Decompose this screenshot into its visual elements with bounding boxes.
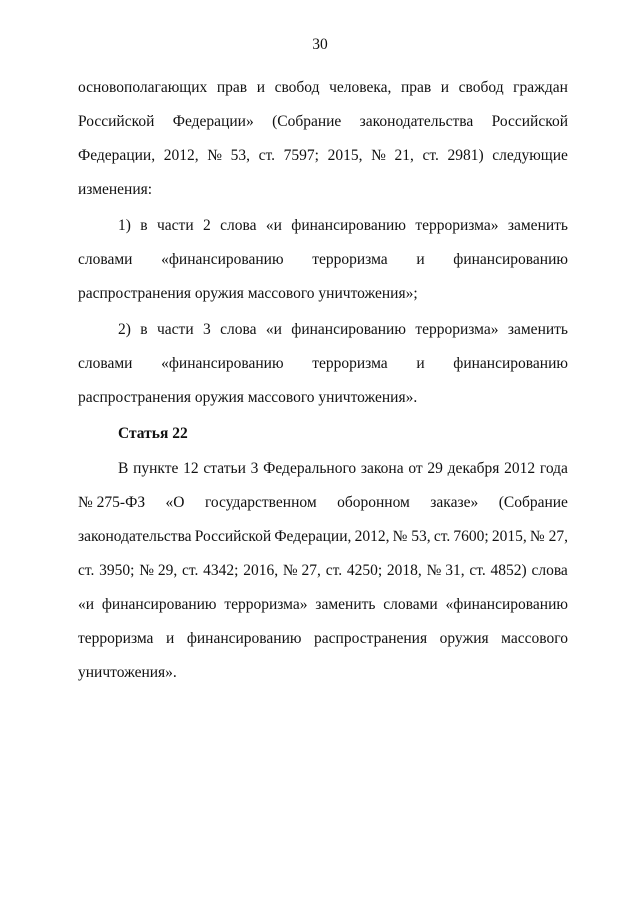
word: № [207, 147, 222, 164]
word: 4342; [203, 562, 239, 579]
word: финансированию [291, 321, 406, 338]
article-body-line [118, 459, 568, 479]
word: человека, [329, 79, 392, 96]
word: «и [265, 321, 282, 338]
word: (Собрание [272, 113, 342, 130]
word: государственном [204, 494, 317, 511]
word: 4852) [490, 562, 527, 579]
block1-line [78, 112, 568, 132]
word: и [440, 79, 450, 96]
page-number: 30 [312, 36, 328, 53]
word: 3 [250, 460, 259, 477]
word: декабря [447, 460, 500, 477]
word: Федерации, [78, 147, 156, 164]
item2-line [118, 320, 568, 340]
word: слова [531, 562, 568, 579]
word: 1) [118, 217, 131, 234]
word: заменить [315, 596, 376, 613]
item2-line: распространения оружия массового уничтожения». [78, 389, 418, 406]
article-body-line [78, 527, 568, 547]
word: в [140, 321, 148, 338]
word: ст. [422, 147, 439, 164]
word: Российской [491, 113, 568, 130]
word: 12 [183, 460, 199, 477]
word: 53, [230, 147, 250, 164]
word: 2981) [447, 147, 484, 164]
word: оружия [439, 630, 489, 647]
word: ст. [469, 562, 486, 579]
word: от [408, 460, 423, 477]
word: словами [78, 355, 133, 372]
word: части [157, 217, 194, 234]
word: финансированию [101, 596, 217, 613]
word: 2012, [163, 147, 199, 164]
word: пункте [133, 460, 179, 477]
word: Российской [194, 528, 272, 545]
word: 7600; [453, 528, 489, 545]
word: «и [78, 596, 95, 613]
word: заменить [507, 217, 568, 234]
word: словами [383, 596, 438, 613]
block1-line: изменения: [78, 181, 153, 198]
word: 21, [394, 147, 414, 164]
item1-line [118, 216, 568, 236]
word: законодательства [78, 528, 192, 545]
word: ст. [325, 562, 343, 579]
word: закона [360, 460, 404, 477]
word: статьи [203, 460, 246, 477]
word: ст. [433, 528, 451, 545]
item1-line: распространения оружия массового уничтожения»; [78, 285, 418, 302]
word: основополагающих [78, 79, 208, 96]
word: Федерального [263, 460, 357, 477]
word: и [416, 251, 425, 268]
word: слова [220, 217, 257, 234]
word: финансированию [186, 630, 302, 647]
word: года [539, 460, 568, 477]
word: терроризма» [224, 596, 308, 613]
word: прав [400, 79, 432, 96]
word: № 31, [426, 562, 465, 579]
article-body-line [78, 595, 568, 615]
word: терроризма [312, 251, 388, 268]
article-body-line [78, 493, 568, 513]
word: терроризма [78, 630, 154, 647]
word: 4250; [346, 562, 383, 579]
word: № 27, [282, 562, 321, 579]
block1-line [78, 146, 568, 166]
word: терроризма» [415, 321, 499, 338]
word: «и [265, 217, 282, 234]
word: 2016, [243, 562, 279, 579]
word: финансированию [453, 355, 568, 372]
word: № 29, [139, 562, 178, 579]
word: в [140, 217, 148, 234]
word: следующие [492, 147, 568, 164]
item1-line [78, 250, 568, 270]
word: 2018, [386, 562, 422, 579]
word: 2012 [504, 460, 536, 477]
word: № 27, [529, 528, 568, 545]
word: терроризма [312, 355, 388, 372]
word: 3950; [99, 562, 135, 579]
word: финансированию [453, 251, 568, 268]
item2-line [78, 354, 568, 374]
word: «финансированию [161, 355, 284, 372]
word: 2012, [354, 528, 390, 545]
word: 29 [427, 460, 443, 477]
word: 2) [118, 321, 131, 338]
word: граждан [513, 79, 568, 96]
article-body-line [78, 629, 568, 649]
word: № 53, [392, 528, 431, 545]
block1-line [78, 78, 568, 98]
word: 3 [203, 321, 211, 338]
word: оборонном [337, 494, 410, 511]
word: № 275-ФЗ [78, 494, 146, 511]
article-heading: Статья 22 [118, 425, 188, 442]
word: и [165, 630, 175, 647]
word: 2 [203, 217, 211, 234]
word: ст. [78, 562, 95, 579]
word: терроризма» [415, 217, 499, 234]
word: 2015, [491, 528, 527, 545]
word: словами [78, 251, 133, 268]
word: «О [165, 494, 185, 511]
word: части [157, 321, 194, 338]
word: и [416, 355, 425, 372]
word: Федерации» [172, 113, 254, 130]
word: В [118, 460, 129, 477]
word: Российской [78, 113, 155, 130]
word: № [371, 147, 386, 164]
word: финансированию [291, 217, 406, 234]
word: и [256, 79, 265, 96]
word: свобод [458, 79, 504, 96]
word: законодательства [359, 113, 474, 130]
word: массового [501, 630, 568, 647]
word: слова [220, 321, 257, 338]
article-body-line [78, 561, 568, 581]
word: прав [216, 79, 248, 96]
word: свобод [274, 79, 320, 96]
word: Федерации, [274, 528, 352, 545]
word: «финансированию [161, 251, 284, 268]
word: заказе» [430, 494, 479, 511]
word: «финансированию [445, 596, 568, 613]
word: 2015, [327, 147, 363, 164]
word: ст. [258, 147, 275, 164]
article-body-line: уничтожения». [78, 664, 177, 681]
word: ст. [182, 562, 199, 579]
word: 7597; [283, 147, 319, 164]
word: (Собрание [498, 494, 568, 511]
word: распространения [314, 630, 428, 647]
word: заменить [507, 321, 568, 338]
